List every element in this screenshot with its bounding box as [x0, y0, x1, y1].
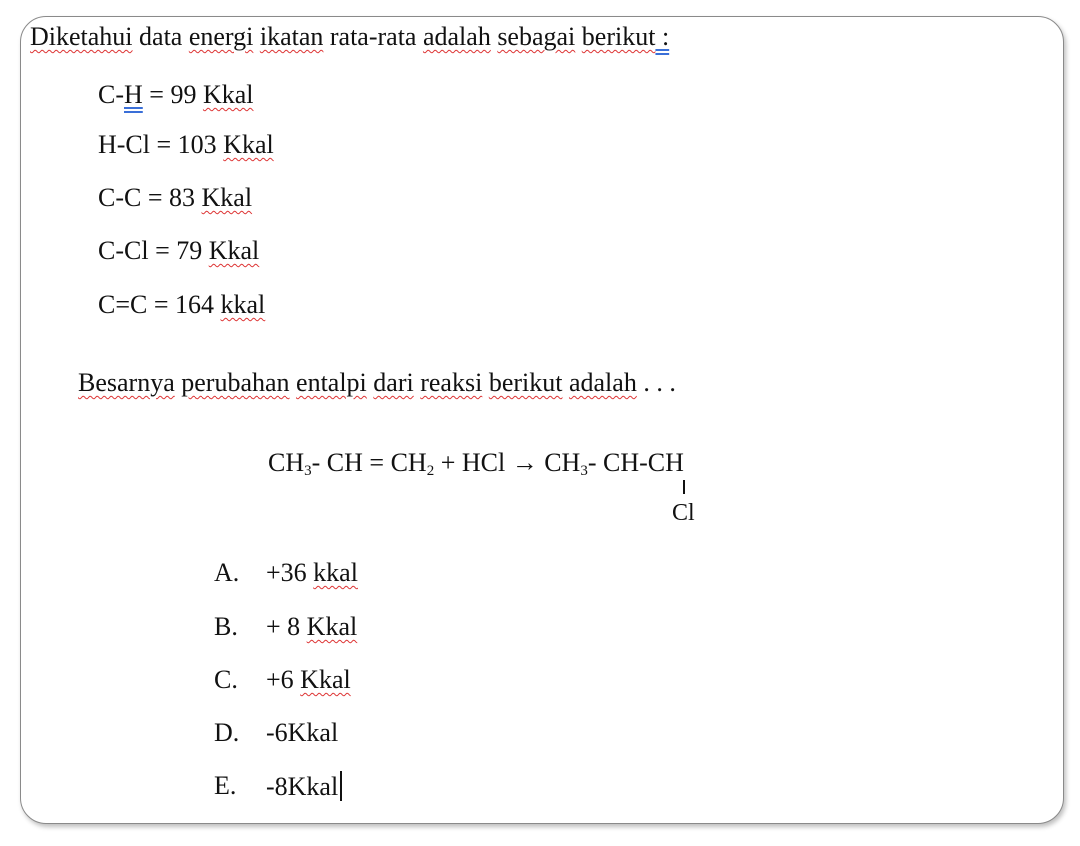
eq-subscript: 3: [304, 463, 312, 479]
intro-word: ikatan: [259, 22, 324, 51]
intro-word: energi: [188, 22, 254, 51]
bond-unit: kkal: [220, 290, 266, 319]
question-word: berikut: [488, 368, 563, 397]
bond-line-c-double-c: [98, 290, 265, 320]
bond-label: C-Cl = 79: [98, 236, 209, 265]
bond-line-hcl: [98, 130, 274, 160]
bond-unit: Kkal: [202, 80, 254, 109]
question-word: perubahan: [181, 368, 290, 397]
option-value: + 8: [266, 612, 307, 641]
bond-value: = 99: [142, 80, 203, 109]
option-unit: Kkal: [300, 665, 351, 694]
option-value: -8Kkal: [266, 772, 339, 801]
intro-word: sebagai: [497, 22, 576, 51]
option-unit: kkal: [313, 558, 358, 587]
intro-word: berikut: [581, 22, 656, 51]
question-word: adalah: [568, 368, 637, 397]
question-word: reaksi: [420, 368, 483, 397]
bond-unit: Kkal: [201, 183, 253, 212]
bond-line-ch: [98, 80, 254, 110]
question-dots: . . .: [636, 368, 676, 397]
option-unit: Kkal: [306, 612, 358, 641]
option-letter: D.: [214, 718, 240, 747]
branch-bond-line: [683, 480, 685, 494]
intro-word: Diketahui: [30, 22, 133, 51]
option-value: +6: [266, 665, 301, 694]
bond-label: H: [124, 80, 143, 109]
intro-word: rata-rata: [323, 22, 423, 51]
option-a: [266, 558, 358, 588]
intro-word: adalah: [422, 22, 491, 51]
option-letter: E.: [214, 771, 237, 800]
eq-part: - CH-CH: [587, 448, 684, 477]
option-d: [266, 718, 338, 748]
option-letter: B.: [214, 612, 238, 641]
eq-part: + HCl → CH: [434, 448, 581, 477]
option-letter: C.: [214, 665, 238, 694]
option-value: -6Kkal: [266, 718, 339, 747]
eq-part: CH: [268, 448, 305, 477]
bond-label: C=C = 164: [98, 290, 221, 319]
option-letter: A.: [214, 558, 240, 587]
eq-subscript: 2: [426, 463, 435, 479]
chlorine-branch: Cl: [672, 500, 695, 526]
option-c: [266, 665, 351, 695]
bond-label: C-: [98, 80, 124, 109]
option-b: [266, 612, 357, 642]
option-e: [266, 771, 342, 802]
intro-text: [30, 22, 669, 52]
intro-word: data: [132, 22, 189, 51]
reaction-equation: [268, 448, 684, 486]
eq-subscript: 3: [580, 463, 588, 479]
question-text: [78, 368, 676, 398]
question-word: entalpi: [296, 368, 367, 397]
question-word: dari: [373, 368, 414, 397]
eq-part: - CH = CH: [311, 448, 427, 477]
bond-unit: Kkal: [223, 130, 274, 159]
intro-colon: :: [655, 22, 670, 51]
bond-label: C-C = 83: [98, 183, 202, 212]
option-value: +36: [266, 558, 314, 587]
bond-line-ccl: [98, 236, 259, 266]
bond-unit: Kkal: [208, 236, 260, 265]
bond-line-cc: [98, 183, 252, 213]
question-word: Besarnya: [78, 368, 175, 397]
text-cursor: [340, 771, 342, 801]
bond-label: H-Cl = 103: [98, 130, 224, 159]
